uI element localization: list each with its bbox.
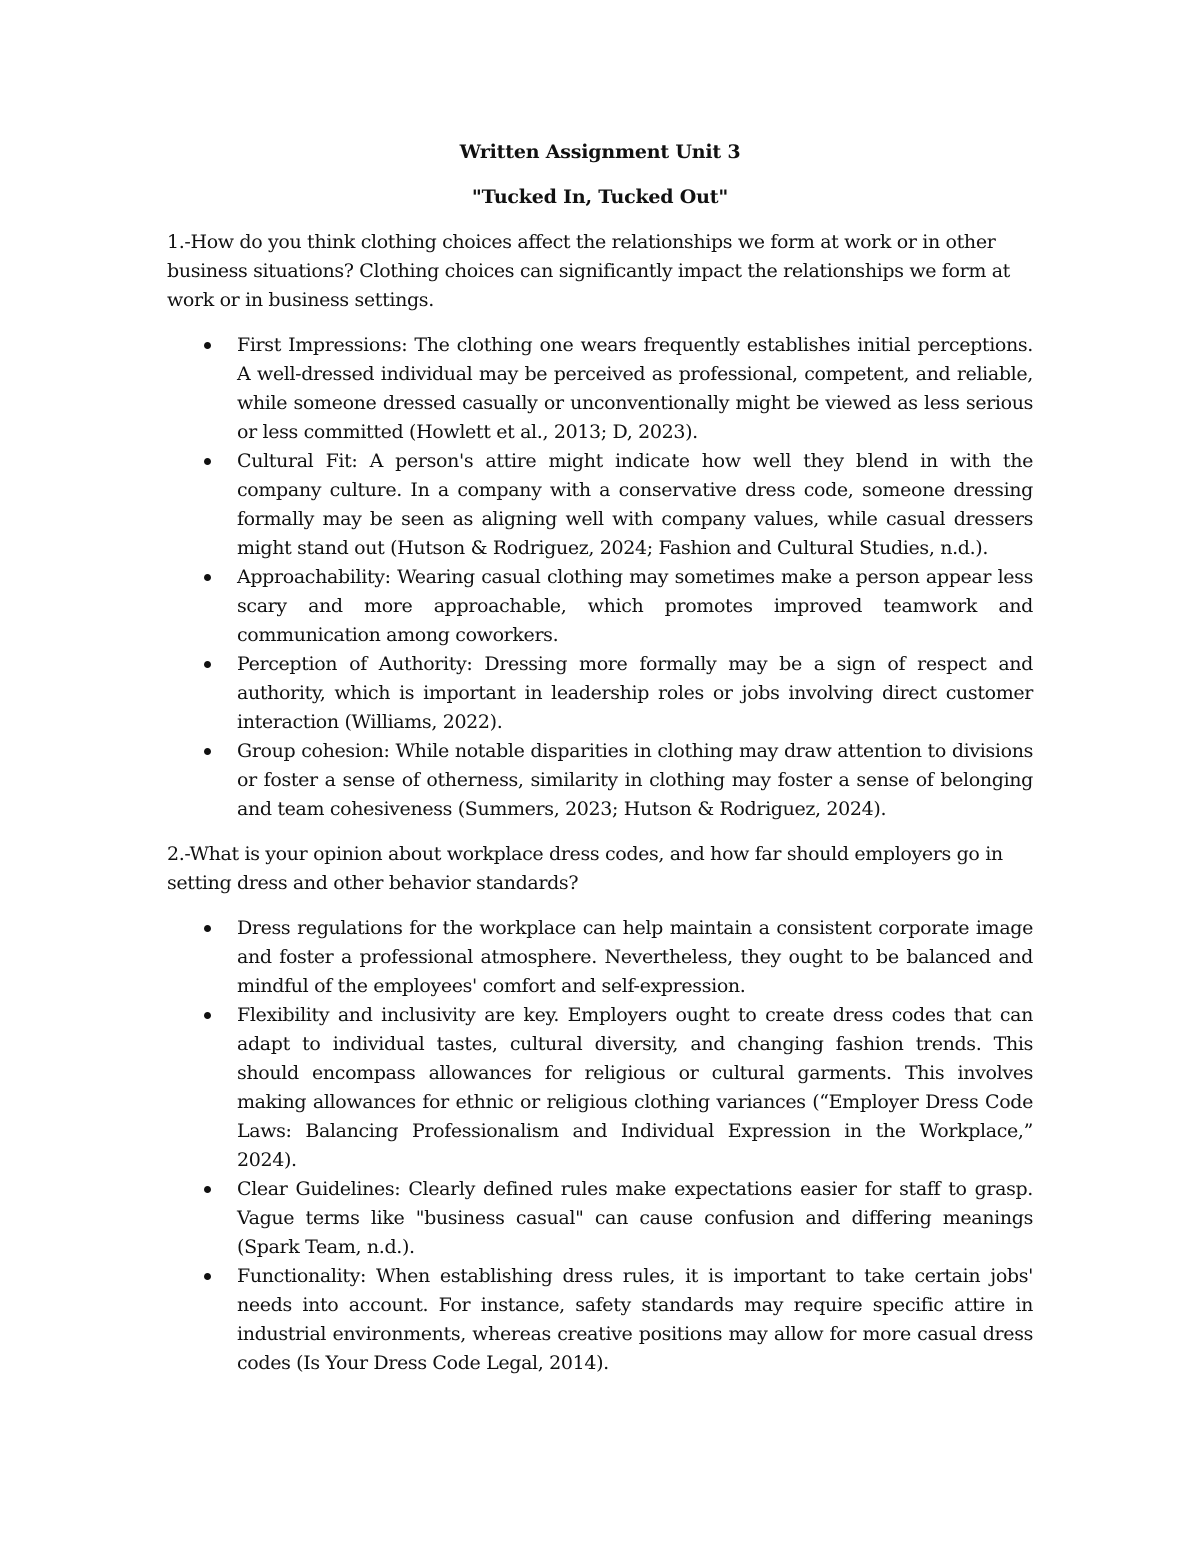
list-item <box>167 447 1033 563</box>
bullet-icon <box>204 661 211 668</box>
list-item-text: Approachability: Wearing casual clothing may sometimes make a person appear less scary and more approachable, which promotes improved teamwork and communication among coworkers. <box>237 566 1033 646</box>
bullet-icon <box>204 342 211 349</box>
list-item <box>167 563 1033 650</box>
bullet-icon <box>204 458 211 465</box>
list-item <box>167 331 1033 447</box>
list-item <box>167 914 1033 1001</box>
question-2: 2.-What is your opinion about workplace dress codes, and how far should employers go in setting dress and other behavior standards? <box>167 843 1003 894</box>
list-item <box>167 1001 1033 1175</box>
document-body <box>167 138 1033 1394</box>
bullet-icon <box>204 1012 211 1019</box>
list-item-text: Dress regulations for the workplace can help maintain a consistent corporate image and foster a professional atmosphere. Nevertheless, they ought to be balanced and mindful of the employees' comfort and self-expression. <box>237 917 1033 997</box>
document-title: Written Assignment Unit 3 <box>459 141 741 163</box>
question-1: 1.-How do you think clothing choices affect the relationships we form at work or in other business situations? Clothing choices can significantly impact the relationships we form at work or in business settings. <box>167 231 1010 311</box>
answer-list-2 <box>167 914 1033 1378</box>
list-item-text: Flexibility and inclusivity are key. Employers ought to create dress codes that can adapt to individual tastes, cultural diversity, and changing fashion trends. This should encompass allowances for religious or cultural garments. This involves making allowances for ethnic or religious clothing variances (“Employer Dress Code Laws: Balancing Professionalism and Individual Expression in the Workplace,” 2024). <box>237 1004 1033 1171</box>
list-item-text: First Impressions: The clothing one wears frequently establishes initial perceptions. A well-dressed individual may be perceived as professional, competent, and reliable, while someone dressed casually or unconventionally might be viewed as less serious or less committed (Howlett et al., 2013; D, 2023). <box>237 334 1033 443</box>
list-item-text: Group cohesion: While notable disparities in clothing may draw attention to divisions or foster a sense of otherness, similarity in clothing may foster a sense of belonging and team cohesiveness (Summers, 2023; Hutson & Rodriguez, 2024). <box>237 740 1033 820</box>
list-item <box>167 650 1033 737</box>
list-item <box>167 1262 1033 1378</box>
document-subtitle: "Tucked In, Tucked Out" <box>471 186 729 208</box>
list-item-text: Clear Guidelines: Clearly defined rules make expectations easier for staff to grasp. Vague terms like "business casual" can cause confusion and differing meanings (Spark Team, n.d.). <box>237 1178 1033 1258</box>
bullet-icon <box>204 1186 211 1193</box>
list-item-text: Functionality: When establishing dress rules, it is important to take certain jobs' needs into account. For instance, safety standards may require specific attire in industrial environments, whereas creative positions may allow for more casual dress codes (Is Your Dress Code Legal, 2014). <box>237 1265 1033 1374</box>
list-item-text: Cultural Fit: A person's attire might indicate how well they blend in with the company culture. In a company with a conservative dress code, someone dressing formally may be seen as aligning well with company values, while casual dressers might stand out (Hutson & Rodriguez, 2024; Fashion and Cultural Studies, n.d.). <box>237 450 1033 559</box>
answer-list-1 <box>167 331 1033 824</box>
bullet-icon <box>204 1273 211 1280</box>
list-item <box>167 1175 1033 1262</box>
list-item-text: Perception of Authority: Dressing more formally may be a sign of respect and authority, which is important in leadership roles or jobs involving direct customer interaction (Williams, 2022). <box>237 653 1033 733</box>
bullet-icon <box>204 748 211 755</box>
list-item <box>167 737 1033 824</box>
bullet-icon <box>204 574 211 581</box>
bullet-icon <box>204 925 211 932</box>
